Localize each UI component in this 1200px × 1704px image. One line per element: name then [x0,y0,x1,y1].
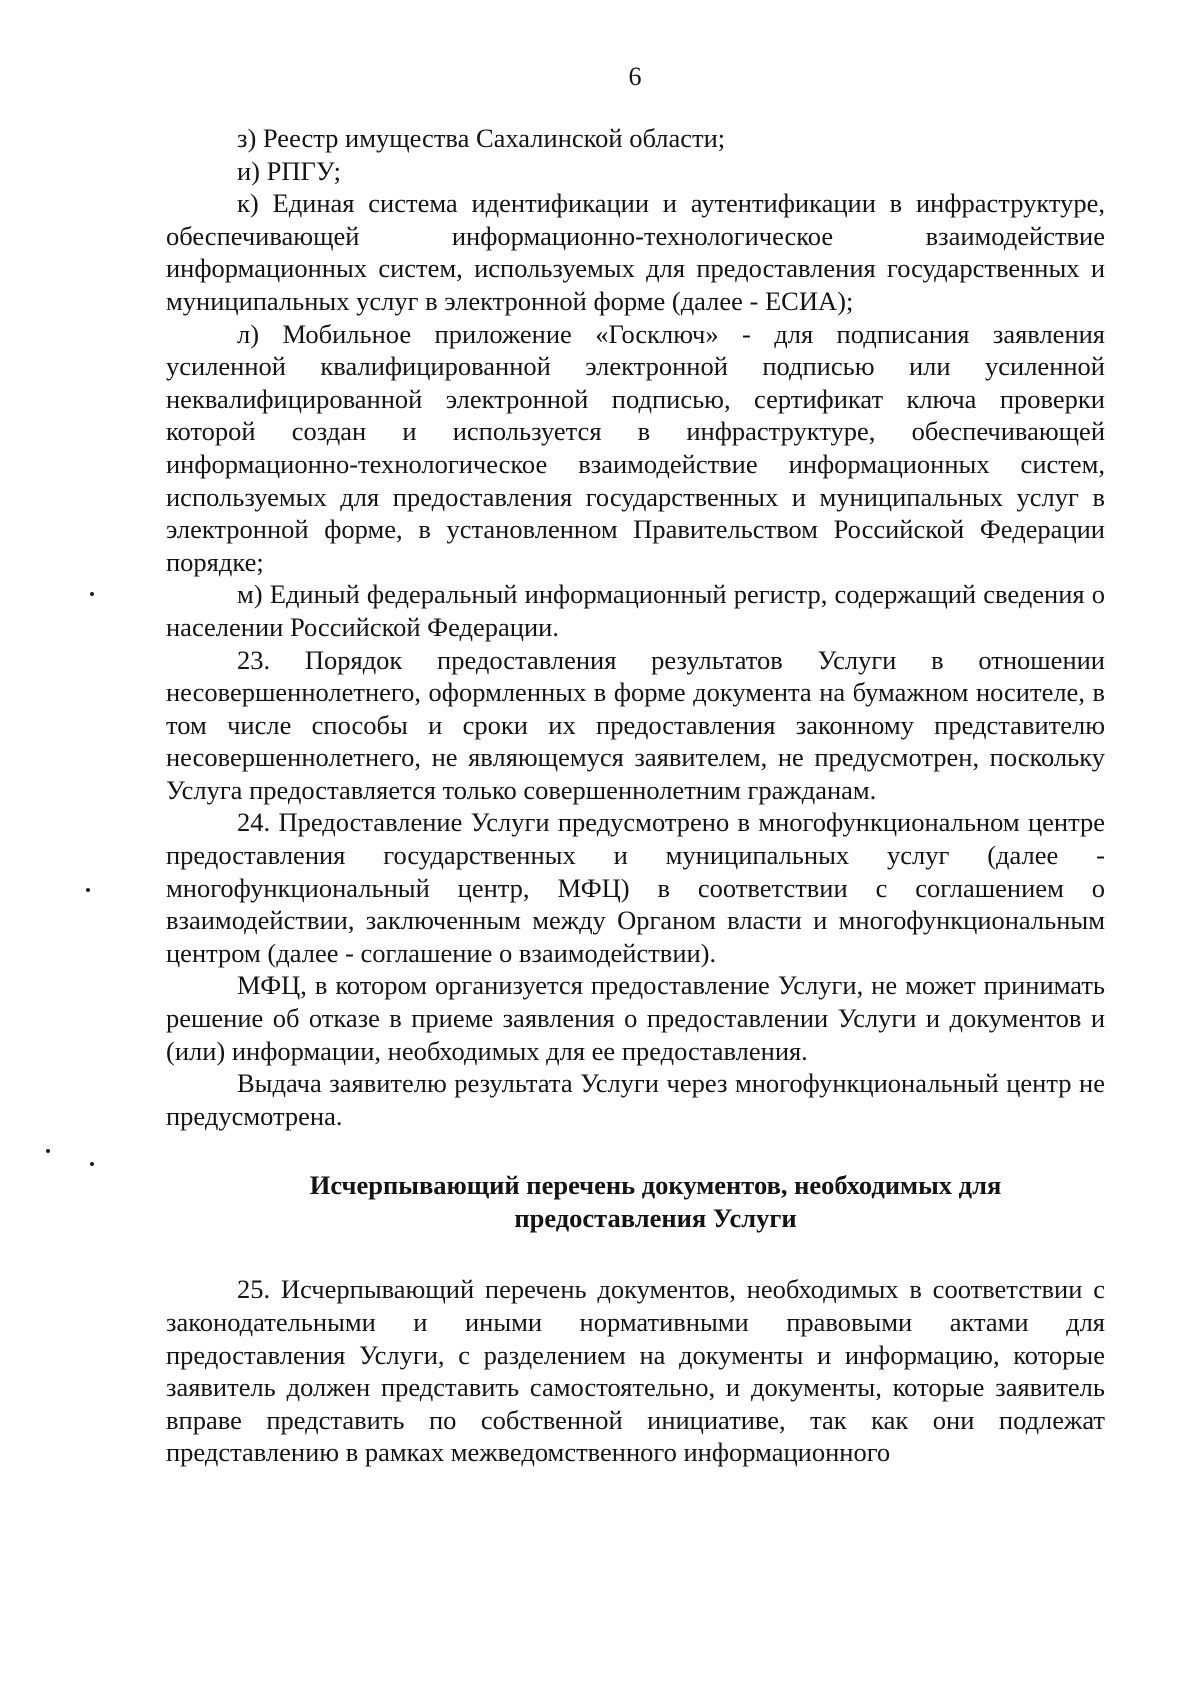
section-heading [166,1169,1105,1235]
paragraph-item-k: к) Единая система идентификации и аутентификации в инфраструктуре, обеспечивающей информационно-технологическое взаимодействие информационных систем, используемых для предоставления государственных и муниципальных услуг в электронной форме (далее - ЕСИА); [166,188,1105,316]
page-number: 6 [628,62,642,91]
paragraph-item-i: и) РПГУ; [237,155,341,186]
paragraph-mfc-decision: МФЦ, в котором организуется предоставление Услуги, не может принимать решение об отказе в приеме заявления о предоставлении Услуги и документов и (или) информации, необходимых для ее предоставления. [166,970,1105,1066]
scan-speck [46,1149,50,1153]
body-text [166,122,1105,1469]
paragraph-result-issuance: Выдача заявителю результата Услуги через многофункциональный центр не предусмотрена. [166,1068,1105,1131]
scan-speck [86,888,90,892]
scan-speck [90,1162,94,1166]
paragraph-25: 25. Исчерпывающий перечень документов, необходимых в соответствии с законодательными и иными нормативными правовыми актами для предоставления Услуги, с разделением на документы и информацию, которые заявитель должен представить самостоятельно, и документы, которые заявитель вправе представить по собственной инициативе, так как они подлежат представлению в рамках межведомственного информационного [166,1274,1105,1468]
section-heading-line-2: предоставления Услуги [514,1203,797,1234]
paragraph-item-z: з) Реестр имущества Сахалинской области; [237,123,726,153]
scan-speck [90,592,94,596]
paragraph-24: 24. Предоставление Услуги предусмотрено в многофункциональном центре предоставления государственных и муниципальных услуг (далее - многофункциональный центр, МФЦ) в соответствии с соглашением о взаимодействии, заключенным между Органом власти и многофункциональным центром (далее - соглашение о взаимодействии). [166,807,1105,968]
paragraph-item-l: л) Мобильное приложение «Госключ» - для подписания заявления усиленной квалифицированной электронной подписью или усиленной неквалифицированной электронной подписью, сертификат ключа проверки которой создан и используется в инфраструктуре, обеспечивающей информационно-технологическое взаимодействие информационных систем, используемых для предоставления государственных и муниципальных услуг в электронной форме, в установленном Правительством Российской Федерации порядке; [166,318,1105,577]
paragraph-item-m: м) Единый федеральный информационный регистр, содержащий сведения о населении Российской Федерации. [166,579,1105,642]
paragraph-23: 23. Порядок предоставления результатов Услуги в отношении несовершеннолетнего, оформленных в форме документа на бумажном носителе, в том числе способы и сроки их предоставления законному представителю несовершеннолетнего, не являющемуся заявителем, не предусмотрен, поскольку Услуга предоставляется только совершеннолетним гражданам. [166,644,1105,805]
section-heading-line-1: Исчерпывающий перечень документов, необходимых для [309,1170,1002,1201]
